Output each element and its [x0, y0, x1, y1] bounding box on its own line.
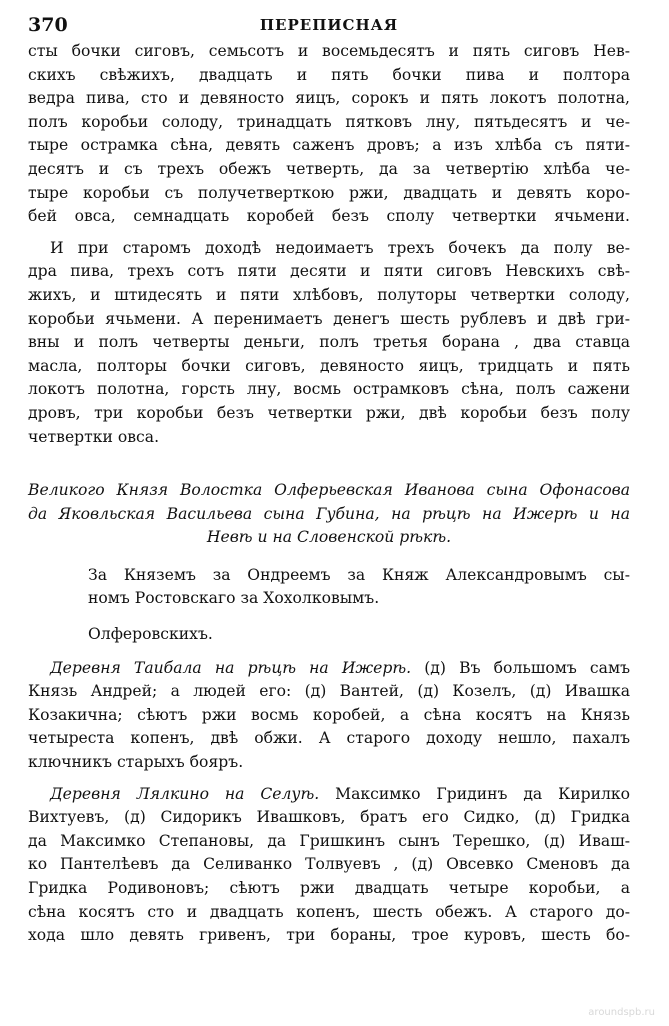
text-line: хода шло девять гривенъ, три бораны, трое куровъ, шесть бо-	[28, 926, 630, 945]
text-line	[28, 657, 630, 681]
text-line: скихъ свѣжихъ, двадцать и пять бочки пива и полтора	[28, 65, 630, 84]
owner-line: За Княземъ за Ондреемъ за Княж Александровымъ сы-	[88, 565, 630, 584]
page-number: 370	[28, 14, 68, 36]
page-header	[28, 14, 630, 40]
watermark: aroundspb.ru	[588, 1007, 655, 1018]
heading-line: Невѣ и на Словенской рѣкѣ.	[206, 528, 452, 547]
village-entry	[28, 657, 630, 775]
text-line: Князь Андрей; а людей его: (д) Вантей, (д) Козелъ, (д) Ивашка	[28, 682, 630, 701]
text-line: тыре коробьи съ получетверткою ржи, двадцать и девять коро-	[28, 183, 630, 202]
text-line: коробьи ячьмени. А перенимаетъ денегъ шесть рублевъ и двѣ гри-	[28, 309, 630, 328]
section-heading	[28, 479, 630, 550]
text-line: четвертки овса.	[28, 427, 160, 446]
text-line: полъ коробьи солоду, тринадцать пятковъ лну, пятьдесятъ и че-	[28, 112, 630, 131]
body-text	[28, 40, 630, 948]
paragraph-arrears	[28, 237, 630, 449]
text-line: сѣна косятъ сто и двадцать копенъ, шесть обежъ. А старого до-	[28, 902, 630, 921]
text-line: ко Пантелѣевъ да Селиванко Толвуевъ , (д) Овсевко Сменовъ да	[28, 855, 630, 874]
heading-line: Великого Князя Волостка Олферьевская Иванова сына Офонасова	[28, 481, 630, 500]
text-fragment: (д) Въ большомъ самъ	[411, 658, 630, 677]
text-line: четыреста копенъ, двѣ обжи. А старого доходу нешло, пахалъ	[28, 729, 630, 748]
text-line: сты бочки сиговъ, семьсотъ и восемьдесятъ и пять сиговъ Нев-	[28, 42, 630, 60]
text-line	[28, 783, 630, 807]
village-name: Деревня Таибала на рѣцѣ на Ижерѣ.	[50, 658, 412, 677]
text-line: Козакична; сѣютъ ржи восмь коробей, а сѣна косятъ на Князь	[28, 705, 630, 724]
paragraph-continuation	[28, 40, 630, 229]
running-head: ПЕРЕПИСНАЯ	[259, 16, 399, 34]
village-entry	[28, 783, 630, 948]
text-line: жихъ, и штидесять и пяти хлѣбовъ, полуторы четвертки солоду,	[28, 285, 630, 304]
text-line: дровъ, три коробьи безъ четвертки ржи, двѣ коробьи безъ полу	[28, 403, 630, 422]
text-line: локотъ полотна, горсть лну, восмь острамковъ сѣна, полъ сажени	[28, 380, 630, 399]
text-line: Гридка Родивоновъ; сѣютъ ржи двадцать четыре коробьи, а	[28, 879, 630, 897]
text-line: Вихтуевъ, (д) Сидорикъ Ивашковъ, братъ его Сидко, (д) Гридка	[28, 808, 630, 827]
text-fragment: Максимко Гридинъ да Кирилко	[319, 784, 630, 803]
text-line: бей овса, семнадцать коробей безъ сполу четвертки ячьмени.	[28, 207, 630, 226]
text-line: ведра пива, сто и девяносто яицъ, сорокъ и пять локотъ полотна,	[28, 89, 630, 108]
owner-line: номъ Ростовскаго за Хохолковымъ.	[88, 589, 380, 608]
text-line: масла, полторы бочки сиговъ, девяносто яицъ, тридцать и пять	[28, 356, 630, 375]
book-page	[28, 14, 630, 948]
text-line: да Максимко Степановы, да Гришкинъ сынъ Терешко, (д) Ивaш-	[28, 831, 630, 850]
text-line: дра пива, трехъ сотъ пяти десяти и пяти сиговъ Невскихъ свѣ-	[28, 262, 630, 281]
heading-line: да Яковльская Васильева сына Губина, на рѣцѣ на Ижерѣ и на	[28, 504, 630, 523]
subheading: Олферовскихъ.	[88, 625, 213, 644]
village-name: Деревня Лялкино на Селуѣ.	[50, 784, 320, 803]
owner-heading	[88, 564, 630, 611]
text-line: вны и полъ четверты деньги, полъ третья борана , два ставца	[28, 333, 630, 352]
text-line: тыре острамка сѣна, девять саженъ дровъ; а изъ хлѣба съ пяти-	[28, 136, 630, 155]
text-line: И при старомъ доходѣ недоимаетъ трехъ бочекъ да полу ве-	[50, 238, 630, 257]
text-line: десятъ и съ трехъ обежъ четверть, да за четвертію хлѣба че-	[28, 159, 630, 178]
text-line: ключникъ старыхъ бояръ.	[28, 753, 244, 772]
